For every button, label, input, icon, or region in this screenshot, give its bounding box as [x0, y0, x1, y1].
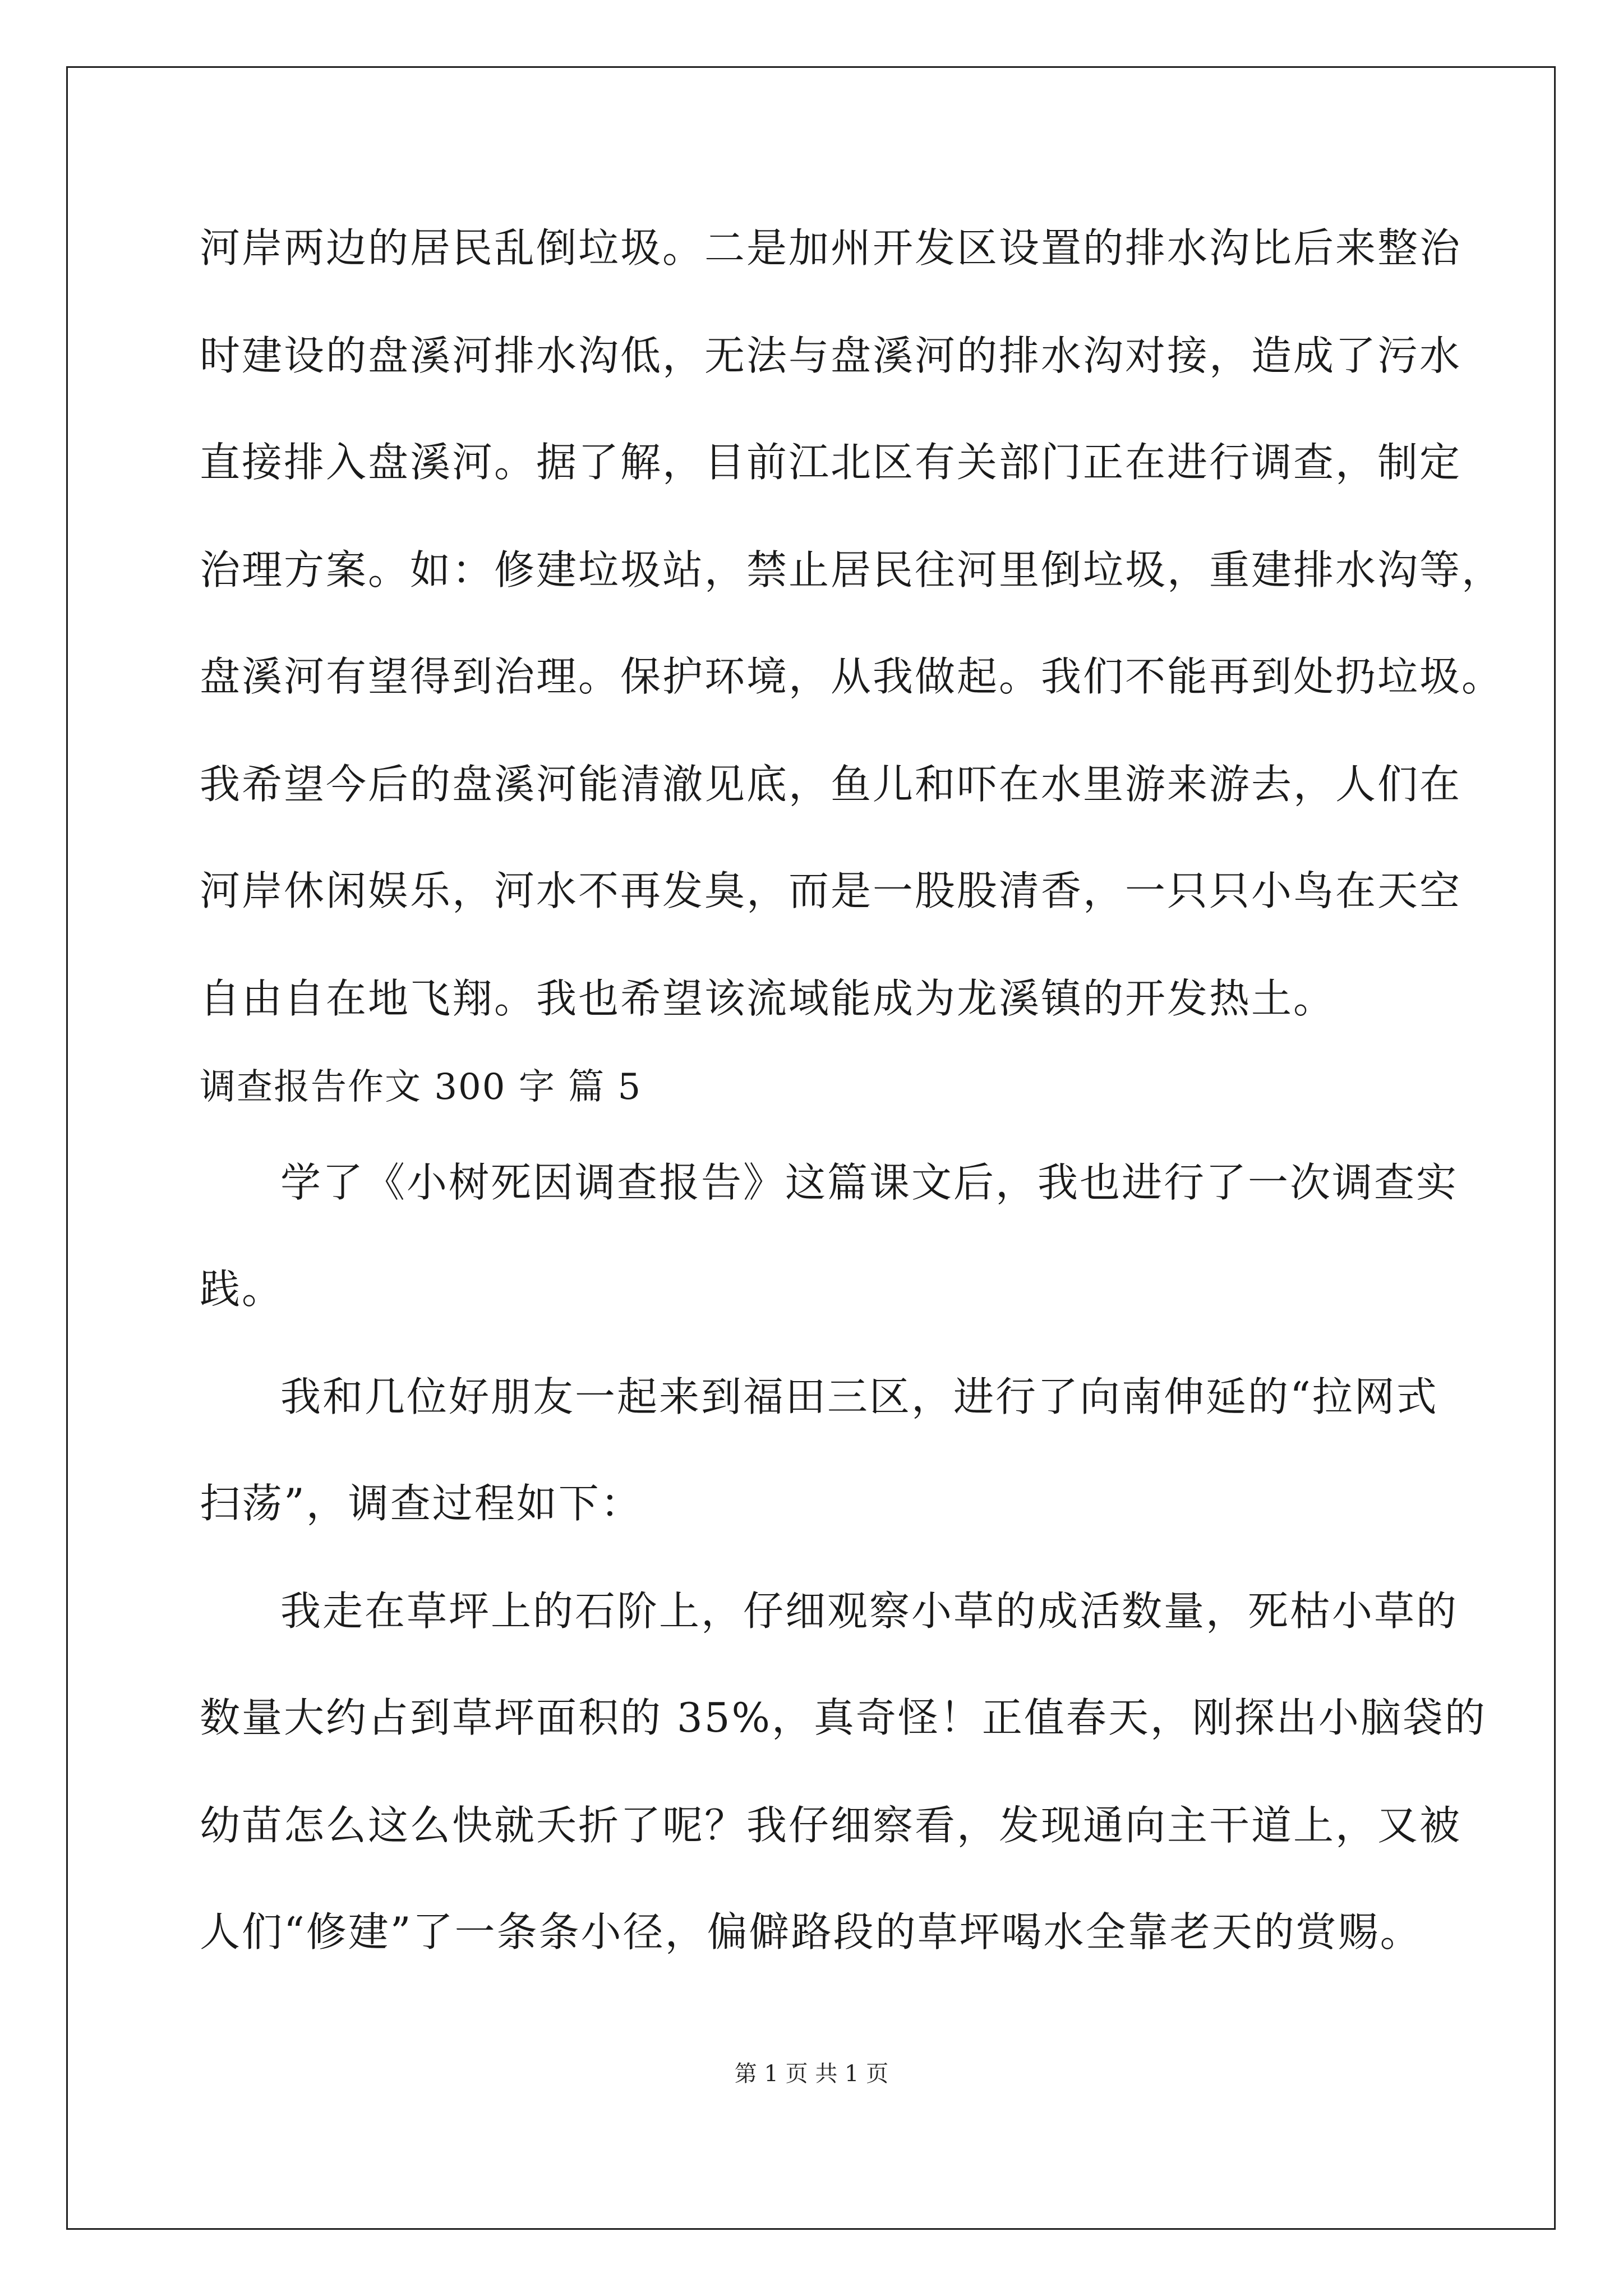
paragraph-first-line: 我和几位好朋友一起来到福田三区，进行了向南伸延的“拉网式 — [280, 1373, 1438, 1420]
body-line: 我希望今后的盘溪河能清澈见底，鱼儿和吓在水里游来游去，人们在 — [200, 761, 1462, 808]
body-line: 自由自在地飞翔。我也希望该流域能成为龙溪镇的开发热土。 — [200, 975, 1336, 1022]
paragraph-first-line: 学了《小树死因调查报告》这篇课文后，我也进行了一次调查实 — [280, 1159, 1459, 1206]
section-heading: 调查报告作文 300 字 篇 5 — [200, 1066, 642, 1108]
body-line: 人们“修建”了一条条小径，偏僻路段的草坪喝水全靠老天的赏赐。 — [200, 1908, 1422, 1955]
body-line: 直接排入盘溪河。据了解，目前江北区有关部门正在进行调查，制定 — [200, 439, 1462, 486]
body-line: 践。 — [200, 1266, 284, 1313]
body-line: 河岸两边的居民乱倒垃圾。二是加州开发区设置的排水沟比后来整治 — [200, 224, 1462, 272]
body-line: 扫荡”，调查过程如下： — [200, 1480, 643, 1527]
body-line: 盘溪河有望得到治理。保护环境，从我做起。我们不能再到处扔垃圾。 — [200, 653, 1504, 700]
body-line: 河岸休闲娱乐，河水不再发臭，而是一股股清香，一只只小鸟在天空 — [200, 867, 1462, 914]
body-line: 时建设的盘溪河排水沟低，无法与盘溪河的排水沟对接，造成了污水 — [200, 332, 1462, 379]
paragraph-first-line: 我走在草坪上的石阶上，仔细观察小草的成活数量，死枯小草的 — [280, 1588, 1459, 1635]
page-footer: 第 1 页 共 1 页 — [734, 2061, 889, 2087]
body-line: 治理方案。如：修建垃圾站，禁止居民往河里倒垃圾，重建排水沟等， — [200, 546, 1504, 593]
body-line: 数量大约占到草坪面积的 35%，真奇怪！正值春天，刚探出小脑袋的 — [200, 1694, 1487, 1741]
body-line: 幼苗怎么这么快就夭折了呢？我仔细察看，发现通向主干道上，又被 — [200, 1802, 1462, 1849]
